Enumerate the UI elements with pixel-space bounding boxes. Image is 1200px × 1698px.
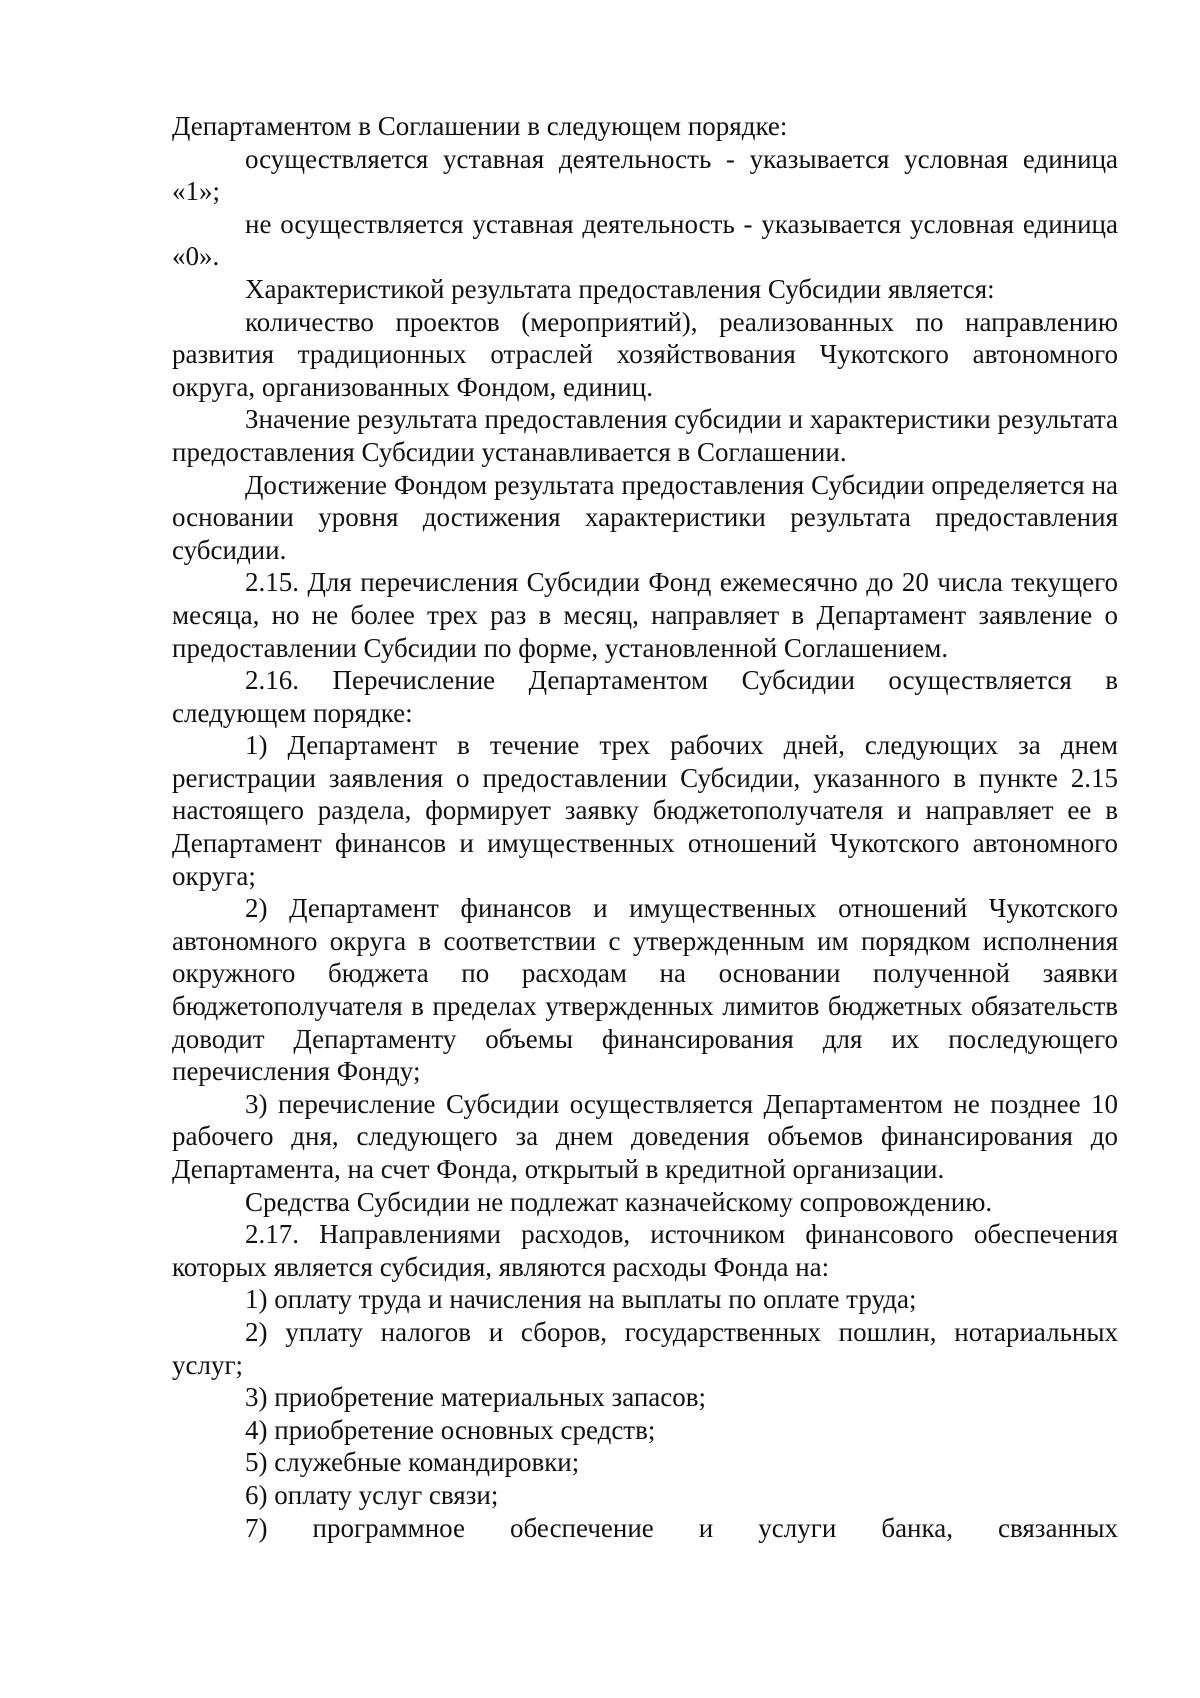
paragraph-statutory-activity: осуществляется уставная деятельность - указывается условная единица «1»; — [172, 143, 1118, 207]
list-item-3: 3) приобретение материальных запасов; — [245, 1382, 707, 1413]
list-item-5: 5) служебные командировки; — [245, 1447, 580, 1478]
list-item-1: 1) оплату труда и начисления на выплаты по оплате труда; — [245, 1284, 917, 1315]
document-page — [172, 110, 1118, 1544]
paragraph-no-statutory-activity: не осуществляется уставная деятельность - указывается условная единица «0». — [172, 208, 1118, 272]
paragraph-result-value: Значение результата предоставления субсидии и характеристики результата предоставления Субсидии устанавливается в Соглашении. — [172, 404, 1118, 467]
paragraph-project-count: количество проектов (мероприятий), реализованных по направлению развития традиционных отраслей хозяйствования Чукотского автономного округа, организованных Фондом, единиц. — [172, 306, 1118, 402]
paragraph-2-16-item-2: 2) Департамент финансов и имущественных отношений Чукотского автономного округа в соответствии с утвержденным им порядком исполнения окружного бюджета по расходам на основании полученной заявки бюджетополучателя в пределах утвержденных лимитов бюджетных обязательств доводит Департаменту объемы финансирования для их последующего перечисления Фонду; — [172, 893, 1118, 1087]
list-item-6: 6) оплату услуг связи; — [245, 1479, 499, 1510]
paragraph-no-treasury-support: Средства Субсидии не подлежат казначейскому сопровождению. — [245, 1186, 993, 1217]
paragraph-characteristic-heading: Характеристикой результата предоставления Субсидии является: — [245, 273, 995, 304]
list-item-7: 7) программное обеспечение и услуги банка, связанных — [245, 1512, 1118, 1543]
paragraph-2-15: 2.15. Для перечисления Субсидии Фонд ежемесячно до 20 числа текущего месяца, но не более трех раз в месяц, направляет в Департамент заявление о предоставлении Субсидии по форме, установленной Соглашением. — [172, 567, 1118, 663]
list-item-2: 2) уплату налогов и сборов, государственных пошлин, нотариальных услуг; — [172, 1316, 1118, 1380]
list-item-4: 4) приобретение основных средств; — [245, 1414, 656, 1445]
paragraph-result-achievement: Достижение Фондом результата предоставления Субсидии определяется на основании уровня достижения характеристики результата предоставления субсидии. — [172, 469, 1118, 565]
paragraph-2-16-item-1: 1) Департамент в течение трех рабочих дней, следующих за днем регистрации заявления о предоставлении Субсидии, указанного в пункте 2.15 настоящего раздела, формирует заявку бюджетополучателя и направляет ее в Департамент финансов и имущественных отношений Чукотского автономного округа; — [172, 730, 1118, 891]
paragraph-2-16-item-3: 3) перечисление Субсидии осуществляется Департаментом не позднее 10 рабочего дня, следующего за днем доведения объемов финансирования до Департамента, на счет Фонда, открытый в кредитной организации. — [172, 1088, 1118, 1184]
paragraph-2-16: 2.16. Перечисление Департаментом Субсидии осуществляется в следующем порядке: — [172, 665, 1118, 728]
paragraph-2-17: 2.17. Направлениями расходов, источником финансового обеспечения которых является субсидия, являются расходы Фонда на: — [172, 1219, 1118, 1282]
paragraph-intro: Департаментом в Соглашении в следующем порядке: — [172, 111, 788, 141]
